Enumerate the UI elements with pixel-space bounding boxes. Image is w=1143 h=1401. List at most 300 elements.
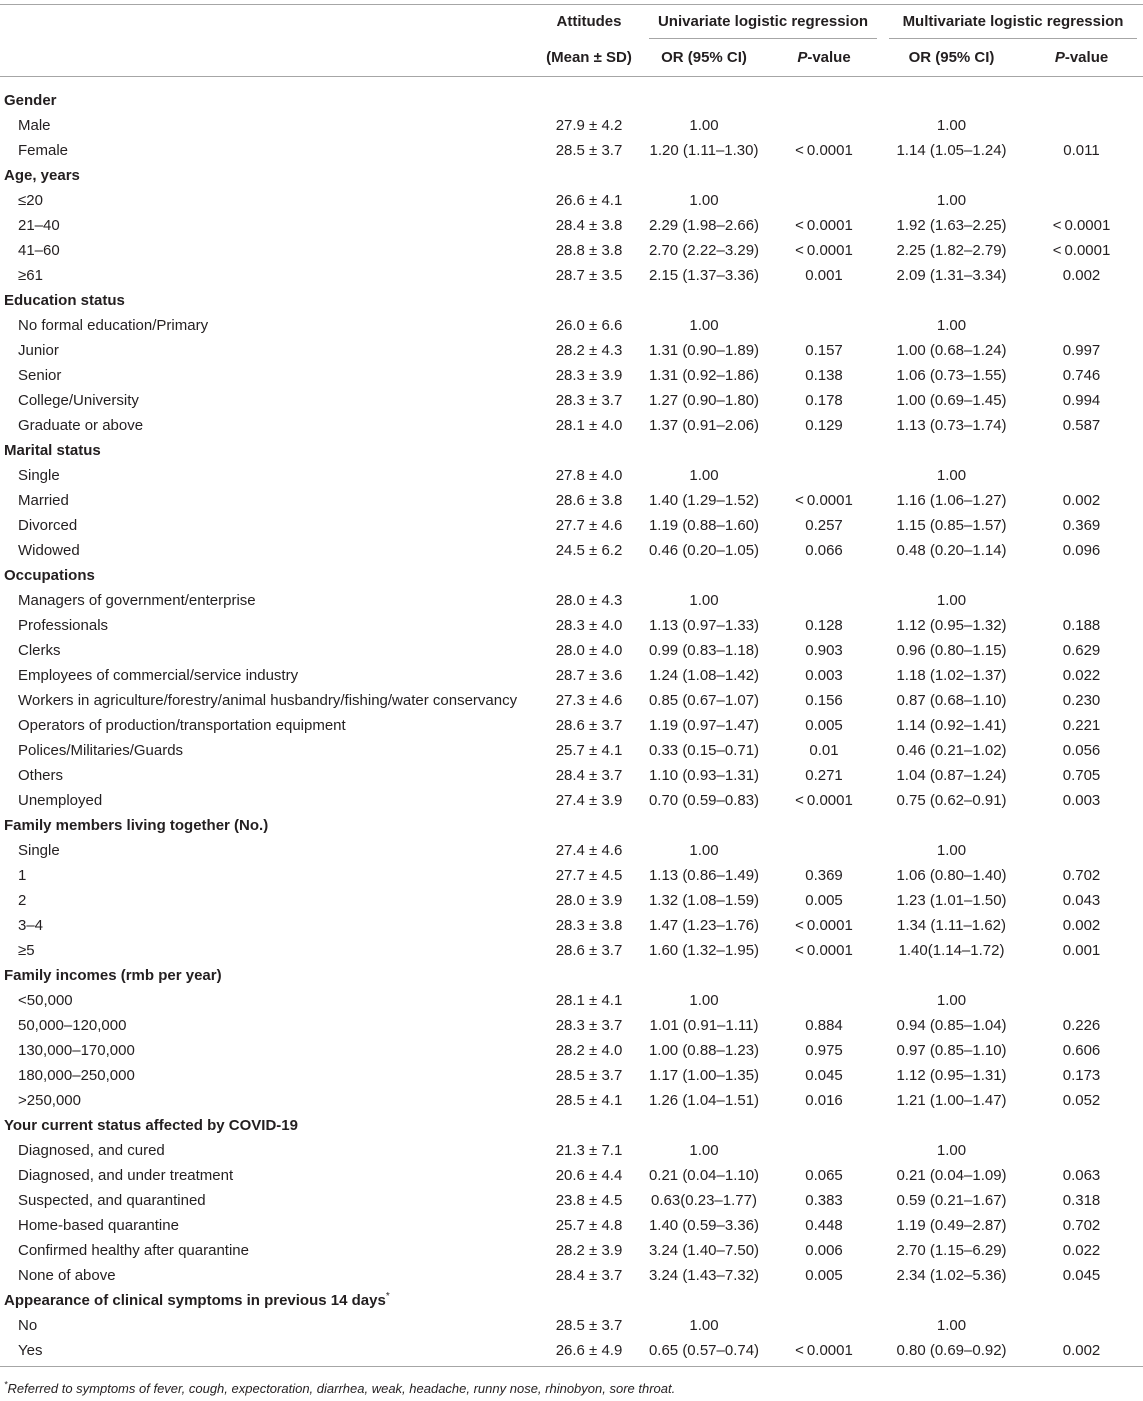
univariate-or: 1.20 (1.11–1.30)	[649, 142, 759, 159]
univariate-or: 2.15 (1.37–3.36)	[648, 267, 760, 284]
univariate-p-value: 0.003	[805, 667, 843, 684]
multivariate-or: 1.15 (0.85–1.57)	[896, 517, 1007, 534]
row-label: Suspected, and quarantined	[18, 1192, 206, 1209]
univariate-or: 1.27 (0.90–1.80)	[648, 392, 760, 409]
univariate-or: 0.65 (0.57–0.74)	[648, 1342, 760, 1359]
univariate-p-value: 0.157	[805, 342, 843, 359]
footnote-marker: *	[4, 1379, 8, 1390]
univariate-or: 1.00	[689, 467, 719, 484]
row-label: Clerks	[18, 642, 61, 659]
table-row	[0, 1013, 1143, 1038]
multivariate-or: 0.87 (0.68–1.10)	[896, 692, 1007, 709]
section-header-row	[0, 1288, 1143, 1313]
univariate-or: 1.00	[689, 1142, 719, 1159]
univariate-or: 1.10 (0.93–1.31)	[648, 767, 760, 784]
univariate-p-value: 0.066	[805, 542, 843, 559]
table-row	[0, 1138, 1143, 1163]
multivariate-p-value	[1020, 1138, 1143, 1163]
univariate-or: 1.00	[689, 317, 719, 334]
header-empty-cell	[0, 39, 535, 77]
header-row-columns	[0, 39, 1143, 77]
univariate-or: 1.00	[689, 1317, 719, 1334]
univariate-p-value: 0.005	[805, 717, 843, 734]
multivariate-p-value	[1020, 838, 1143, 863]
multivariate-p-value: 0.226	[1062, 1017, 1101, 1034]
multivariate-or: 2.34 (1.02–5.36)	[896, 1267, 1007, 1284]
univariate-p-value: 0.369	[805, 867, 843, 884]
univariate-or: 1.47 (1.23–1.76)	[648, 917, 760, 934]
multivariate-p-value: 0.173	[1062, 1067, 1101, 1084]
table-row	[0, 913, 1143, 938]
univariate-p-value: 0.178	[805, 392, 843, 409]
section-header-row	[0, 563, 1143, 588]
header-multivariate-group: Multivariate logistic regression	[883, 5, 1143, 39]
multivariate-or: 0.96 (0.80–1.15)	[896, 642, 1007, 659]
table-row	[0, 1213, 1143, 1238]
table-row	[0, 938, 1143, 963]
section-title-cell	[0, 1288, 1143, 1313]
p-italic: P	[1054, 49, 1065, 66]
univariate-or: 1.40 (0.59–3.36)	[648, 1217, 760, 1234]
multivariate-or: 1.00 (0.68–1.24)	[896, 342, 1007, 359]
attitudes-mean-sd: 27.3 ± 4.6	[555, 692, 623, 709]
attitudes-mean-sd: 27.4 ± 3.9	[555, 792, 623, 809]
section-header-row	[0, 1113, 1143, 1138]
univariate-p-value: 0.129	[805, 417, 843, 434]
attitudes-mean-sd: 28.2 ± 4.3	[555, 342, 623, 359]
univariate-or: 1.17 (1.00–1.35)	[648, 1067, 760, 1084]
multivariate-or: 1.06 (0.80–1.40)	[896, 867, 1007, 884]
row-label: Diagnosed, and cured	[18, 1142, 165, 1159]
attitudes-mean-sd: 28.3 ± 4.0	[555, 617, 623, 634]
multivariate-p-value: 0.002	[1062, 267, 1101, 284]
table-row	[0, 463, 1143, 488]
row-label: Single	[18, 467, 60, 484]
row-label: Yes	[18, 1342, 43, 1359]
multivariate-p-value: 0.746	[1062, 367, 1101, 384]
table-row	[0, 738, 1143, 763]
row-label: Polices/Militaries/Guards	[18, 742, 184, 759]
table-row	[0, 413, 1143, 438]
table-row	[0, 663, 1143, 688]
multivariate-or: 0.75 (0.62–0.91)	[896, 792, 1007, 809]
table-header	[0, 5, 1143, 77]
univariate-or: 1.00	[689, 192, 719, 209]
univariate-or: 0.21 (0.04–1.10)	[648, 1167, 760, 1184]
footnote-marker: *	[385, 1291, 390, 1302]
spacer-cell	[0, 77, 1143, 89]
attitudes-mean-sd: 28.5 ± 4.1	[555, 1092, 623, 1109]
header-attitudes: Attitudes	[556, 13, 622, 30]
attitudes-mean-sd: 28.4 ± 3.7	[555, 767, 623, 784]
univariate-or: 2.29 (1.98–2.66)	[648, 217, 760, 234]
attitudes-mean-sd: 28.0 ± 4.3	[555, 592, 623, 609]
multivariate-p-value: 0.002	[1062, 1342, 1101, 1359]
multivariate-or: 0.59 (0.21–1.67)	[896, 1192, 1007, 1209]
univariate-or: 1.26 (1.04–1.51)	[648, 1092, 760, 1109]
univariate-p-value: < 0.0001	[795, 1342, 853, 1359]
univariate-or: 1.19 (0.97–1.47)	[648, 717, 760, 734]
row-label: Single	[18, 842, 60, 859]
multivariate-p-value: 0.702	[1062, 1217, 1101, 1234]
attitudes-mean-sd: 28.3 ± 3.7	[555, 392, 623, 409]
multivariate-or: 0.21 (0.04–1.09)	[896, 1167, 1007, 1184]
multivariate-or: 1.12 (0.95–1.31)	[896, 1067, 1007, 1084]
attitudes-mean-sd: 28.1 ± 4.0	[555, 417, 623, 434]
attitudes-mean-sd: 28.4 ± 3.8	[555, 217, 623, 234]
multivariate-or: 2.25 (1.82–2.79)	[896, 242, 1007, 259]
univariate-or: 1.00	[689, 592, 719, 609]
multivariate-p-value: 0.022	[1062, 1242, 1101, 1259]
attitudes-mean-sd: 26.0 ± 6.6	[555, 317, 623, 334]
p-suffix: -value	[807, 49, 851, 66]
row-label: 130,000–170,000	[18, 1042, 135, 1059]
table-row	[0, 638, 1143, 663]
row-label: Graduate or above	[18, 417, 144, 434]
multivariate-p-value	[1020, 463, 1143, 488]
row-label: No	[18, 1317, 38, 1334]
multivariate-p-value: 0.369	[1062, 517, 1101, 534]
table-row	[0, 1088, 1143, 1113]
univariate-p-value: 0.975	[805, 1042, 843, 1059]
table-row	[0, 513, 1143, 538]
section-title: Family members living together (No.)	[4, 817, 269, 834]
row-label: None of above	[18, 1267, 116, 1284]
multivariate-p-value	[1020, 188, 1143, 213]
univariate-p-value: < 0.0001	[795, 142, 853, 159]
row-label: Divorced	[18, 517, 78, 534]
univariate-p-value: < 0.0001	[795, 792, 853, 809]
multivariate-p-value: 0.702	[1062, 867, 1101, 884]
univariate-p-value	[765, 1313, 883, 1338]
row-label: Unemployed	[18, 792, 103, 809]
univariate-p-value: 0.448	[805, 1217, 843, 1234]
attitudes-mean-sd: 28.5 ± 3.7	[555, 142, 623, 159]
row-label: Diagnosed, and under treatment	[18, 1167, 234, 1184]
table-row	[0, 838, 1143, 863]
section-title-cell	[0, 963, 1143, 988]
table-row	[0, 338, 1143, 363]
attitudes-mean-sd: 28.7 ± 3.6	[555, 667, 623, 684]
multivariate-p-value: 0.188	[1062, 617, 1101, 634]
table-row	[0, 788, 1143, 813]
multivariate-p-value	[1020, 113, 1143, 138]
row-label: 41–60	[18, 242, 60, 259]
attitudes-mean-sd: 20.6 ± 4.4	[555, 1167, 623, 1184]
attitudes-mean-sd: 28.3 ± 3.9	[555, 367, 623, 384]
univariate-or: 1.37 (0.91–2.06)	[648, 417, 760, 434]
table-body	[0, 77, 1143, 1364]
multivariate-p-value	[1020, 313, 1143, 338]
multivariate-or: 1.18 (1.02–1.37)	[896, 667, 1007, 684]
table-row	[0, 263, 1143, 288]
multivariate-or: 1.00	[936, 192, 967, 209]
attitudes-mean-sd: 23.8 ± 4.5	[555, 1192, 623, 1209]
univariate-p-value: 0.156	[805, 692, 843, 709]
attitudes-mean-sd: 28.5 ± 3.7	[555, 1067, 623, 1084]
table-row	[0, 688, 1143, 713]
attitudes-mean-sd: 27.7 ± 4.6	[555, 517, 623, 534]
univariate-p-value: 0.138	[805, 367, 843, 384]
multivariate-p-value	[1020, 1313, 1143, 1338]
univariate-p-value: 0.257	[805, 517, 843, 534]
univariate-or: 1.13 (0.97–1.33)	[648, 617, 760, 634]
univariate-p-value: 0.001	[805, 267, 843, 284]
table-row	[0, 138, 1143, 163]
univariate-p-value: 0.383	[805, 1192, 843, 1209]
table-row	[0, 213, 1143, 238]
multivariate-p-value: 0.606	[1062, 1042, 1101, 1059]
multivariate-p-value: 0.629	[1062, 642, 1101, 659]
footnote-text: Referred to symptoms of fever, cough, expectoration, diarrhea, weak, headache, runny nose, rhinobyon, sore throat.	[7, 1381, 676, 1396]
univariate-p-value: 0.903	[805, 642, 843, 659]
multivariate-or: 1.00 (0.69–1.45)	[896, 392, 1007, 409]
multivariate-or: 0.80 (0.69–0.92)	[896, 1342, 1007, 1359]
row-label: <50,000	[18, 992, 73, 1009]
row-label: Managers of government/enterprise	[18, 592, 256, 609]
row-label: Female	[18, 142, 69, 159]
multivariate-or: 0.46 (0.21–1.02)	[896, 742, 1007, 759]
univariate-p-value: 0.005	[805, 892, 843, 909]
multivariate-p-value: < 0.0001	[1052, 242, 1111, 259]
table-row	[0, 763, 1143, 788]
attitudes-mean-sd: 25.7 ± 4.8	[555, 1217, 623, 1234]
multivariate-p-value: 0.002	[1062, 917, 1101, 934]
attitudes-mean-sd: 27.8 ± 4.0	[555, 467, 623, 484]
multivariate-p-value: 0.056	[1062, 742, 1101, 759]
univariate-or: 0.33 (0.15–0.71)	[648, 742, 760, 759]
attitudes-mean-sd: 28.7 ± 3.5	[555, 267, 623, 284]
row-label: Junior	[18, 342, 59, 359]
row-label: Married	[18, 492, 69, 509]
attitudes-mean-sd: 28.6 ± 3.8	[555, 492, 623, 509]
attitudes-mean-sd: 27.7 ± 4.5	[555, 867, 623, 884]
table-row	[0, 1238, 1143, 1263]
multivariate-or: 1.40(1.14–1.72)	[898, 942, 1005, 959]
multivariate-p-value: 0.587	[1062, 417, 1101, 434]
table-row	[0, 1038, 1143, 1063]
attitudes-mean-sd: 28.3 ± 3.8	[555, 917, 623, 934]
attitudes-mean-sd: 28.4 ± 3.7	[555, 1267, 623, 1284]
section-title: Appearance of clinical symptoms in previous 14 days	[4, 1292, 386, 1309]
multivariate-or: 1.21 (1.00–1.47)	[896, 1092, 1007, 1109]
row-label: 50,000–120,000	[18, 1017, 127, 1034]
multivariate-p-value: 0.001	[1062, 942, 1101, 959]
section-title-cell	[0, 563, 1143, 588]
table-row	[0, 363, 1143, 388]
multivariate-or: 2.70 (1.15–6.29)	[896, 1242, 1007, 1259]
multivariate-p-value	[1020, 988, 1143, 1013]
univariate-p-value: 0.006	[805, 1242, 843, 1259]
row-label: College/University	[18, 392, 139, 409]
table-footnote	[4, 1379, 675, 1399]
row-label: Home-based quarantine	[18, 1217, 179, 1234]
univariate-or: 1.00 (0.88–1.23)	[648, 1042, 760, 1059]
header-multivariate-p-value	[1020, 39, 1143, 77]
section-header-row	[0, 438, 1143, 463]
attitudes-mean-sd: 26.6 ± 4.1	[555, 192, 623, 209]
univariate-p-value: 0.005	[805, 1267, 843, 1284]
multivariate-or: 1.00	[936, 117, 967, 134]
multivariate-p-value: 0.705	[1062, 767, 1101, 784]
table-row	[0, 388, 1143, 413]
multivariate-p-value: 0.221	[1062, 717, 1101, 734]
univariate-or: 0.99 (0.83–1.18)	[648, 642, 760, 659]
attitudes-mean-sd: 25.7 ± 4.1	[555, 742, 623, 759]
multivariate-p-value: 0.011	[1063, 142, 1100, 159]
multivariate-or: 1.00	[936, 992, 967, 1009]
attitudes-mean-sd: 28.1 ± 4.1	[555, 992, 623, 1009]
univariate-or: 1.00	[689, 992, 719, 1009]
attitudes-mean-sd: 28.2 ± 4.0	[555, 1042, 623, 1059]
attitudes-mean-sd: 28.6 ± 3.7	[555, 942, 623, 959]
row-label: Confirmed healthy after quarantine	[18, 1242, 249, 1259]
row-label: Others	[18, 767, 64, 784]
table-row	[0, 588, 1143, 613]
row-label: Employees of commercial/service industry	[18, 667, 299, 684]
table-row	[0, 1163, 1143, 1188]
multivariate-or: 1.06 (0.73–1.55)	[896, 367, 1007, 384]
univariate-p-value: < 0.0001	[795, 492, 853, 509]
univariate-p-value	[765, 313, 883, 338]
univariate-p-value: < 0.0001	[795, 942, 853, 959]
univariate-p-value: 0.045	[805, 1067, 843, 1084]
multivariate-p-value: 0.022	[1062, 667, 1101, 684]
p-italic: P	[797, 49, 808, 66]
univariate-p-value	[765, 838, 883, 863]
multivariate-p-value: 0.052	[1062, 1092, 1101, 1109]
row-label: 3–4	[18, 917, 44, 934]
attitudes-mean-sd: 24.5 ± 6.2	[555, 542, 623, 559]
header-univariate-group: Univariate logistic regression	[643, 5, 883, 39]
univariate-p-value: 0.01	[809, 742, 839, 759]
univariate-or: 1.40 (1.29–1.52)	[648, 492, 760, 509]
multivariate-p-value: 0.063	[1062, 1167, 1101, 1184]
row-label: 2	[18, 892, 27, 909]
univariate-p-value	[765, 988, 883, 1013]
header-univariate-or: OR (95% CI)	[643, 39, 765, 77]
section-title: Your current status affected by COVID-19	[4, 1117, 298, 1134]
multivariate-or: 0.48 (0.20–1.14)	[896, 542, 1007, 559]
multivariate-p-value	[1020, 588, 1143, 613]
table-row	[0, 1188, 1143, 1213]
univariate-p-value: 0.271	[805, 767, 843, 784]
section-title: Marital status	[4, 442, 101, 459]
multivariate-p-value: 0.003	[1062, 792, 1101, 809]
multivariate-or: 1.19 (0.49–2.87)	[896, 1217, 1007, 1234]
attitudes-mean-sd: 28.5 ± 3.7	[555, 1317, 623, 1334]
univariate-p-value: < 0.0001	[795, 242, 853, 259]
row-label: 1	[18, 867, 27, 884]
header-multivariate-or: OR (95% CI)	[883, 39, 1020, 77]
attitudes-mean-sd: 28.0 ± 4.0	[555, 642, 623, 659]
table-row	[0, 863, 1143, 888]
univariate-p-value: 0.065	[805, 1167, 843, 1184]
attitudes-mean-sd: 28.2 ± 3.9	[555, 1242, 623, 1259]
multivariate-p-value: 0.002	[1062, 492, 1101, 509]
table-row	[0, 888, 1143, 913]
section-title: Education status	[4, 292, 125, 309]
table-row	[0, 613, 1143, 638]
multivariate-p-value: 0.318	[1062, 1192, 1101, 1209]
row-label: ≤20	[18, 192, 43, 209]
table-row	[0, 1063, 1143, 1088]
section-title-cell	[0, 1113, 1143, 1138]
multivariate-or: 1.00	[936, 1142, 967, 1159]
univariate-or: 0.46 (0.20–1.05)	[648, 542, 760, 559]
section-header-row	[0, 813, 1143, 838]
multivariate-or: 1.16 (1.06–1.27)	[896, 492, 1007, 509]
row-label: Male	[18, 117, 51, 134]
multivariate-or: 2.09 (1.31–3.34)	[896, 267, 1007, 284]
univariate-or: 1.31 (0.92–1.86)	[648, 367, 760, 384]
multivariate-or: 1.00	[936, 592, 967, 609]
attitudes-mean-sd: 28.8 ± 3.8	[555, 242, 623, 259]
univariate-p-value: < 0.0001	[795, 217, 853, 234]
multivariate-p-value: 0.994	[1062, 392, 1101, 409]
univariate-or: 3.24 (1.40–7.50)	[648, 1242, 760, 1259]
multivariate-or: 0.97 (0.85–1.10)	[896, 1042, 1007, 1059]
multivariate-or: 1.92 (1.63–2.25)	[896, 217, 1007, 234]
row-label: ≥5	[18, 942, 35, 959]
univariate-or: 0.85 (0.67–1.07)	[648, 692, 760, 709]
row-label: >250,000	[18, 1092, 81, 1109]
section-title-cell	[0, 88, 1143, 113]
multivariate-or: 1.14 (1.05–1.24)	[896, 142, 1007, 159]
attitudes-mean-sd: 28.0 ± 3.9	[555, 892, 623, 909]
table-bottom-rule	[0, 1366, 1143, 1367]
attitudes-mean-sd: 27.9 ± 4.2	[555, 117, 623, 134]
univariate-or: 1.00	[689, 117, 719, 134]
table-row	[0, 538, 1143, 563]
row-label: 21–40	[18, 217, 60, 234]
univariate-p-value	[765, 588, 883, 613]
univariate-or: 1.60 (1.32–1.95)	[648, 942, 760, 959]
multivariate-p-value: 0.045	[1062, 1267, 1101, 1284]
row-label: Operators of production/transportation equipment	[18, 717, 346, 734]
univariate-or: 1.13 (0.86–1.49)	[648, 867, 760, 884]
section-title: Gender	[4, 92, 57, 109]
univariate-or: 0.63(0.23–1.77)	[651, 1192, 757, 1209]
multivariate-or: 1.23 (1.01–1.50)	[896, 892, 1007, 909]
row-label: ≥61	[18, 267, 43, 284]
table-row	[0, 113, 1143, 138]
univariate-or: 1.24 (1.08–1.42)	[648, 667, 760, 684]
multivariate-or: 1.12 (0.95–1.32)	[896, 617, 1007, 634]
row-label: Professionals	[18, 617, 109, 634]
table-row	[0, 188, 1143, 213]
table-row	[0, 1338, 1143, 1363]
section-title: Age, years	[4, 167, 80, 184]
p-suffix: -value	[1064, 49, 1109, 66]
section-header-row	[0, 163, 1143, 188]
univariate-p-value: 0.128	[805, 617, 843, 634]
row-label: Workers in agriculture/forestry/animal husbandry/fishing/water conservancy	[18, 692, 518, 709]
results-table	[0, 5, 1143, 1363]
univariate-p-value	[765, 463, 883, 488]
multivariate-or: 1.00	[936, 1317, 967, 1334]
table-row	[0, 1263, 1143, 1288]
attitudes-mean-sd: 21.3 ± 7.1	[555, 1142, 623, 1159]
univariate-or: 1.19 (0.88–1.60)	[648, 517, 760, 534]
header-mean-sd: (Mean ± SD)	[535, 39, 643, 77]
univariate-or: 1.01 (0.91–1.11)	[649, 1017, 759, 1034]
univariate-p-value	[765, 113, 883, 138]
section-header-row	[0, 963, 1143, 988]
univariate-p-value: 0.884	[805, 1017, 843, 1034]
univariate-or: 0.70 (0.59–0.83)	[648, 792, 760, 809]
header-univariate-p-value	[765, 39, 883, 77]
